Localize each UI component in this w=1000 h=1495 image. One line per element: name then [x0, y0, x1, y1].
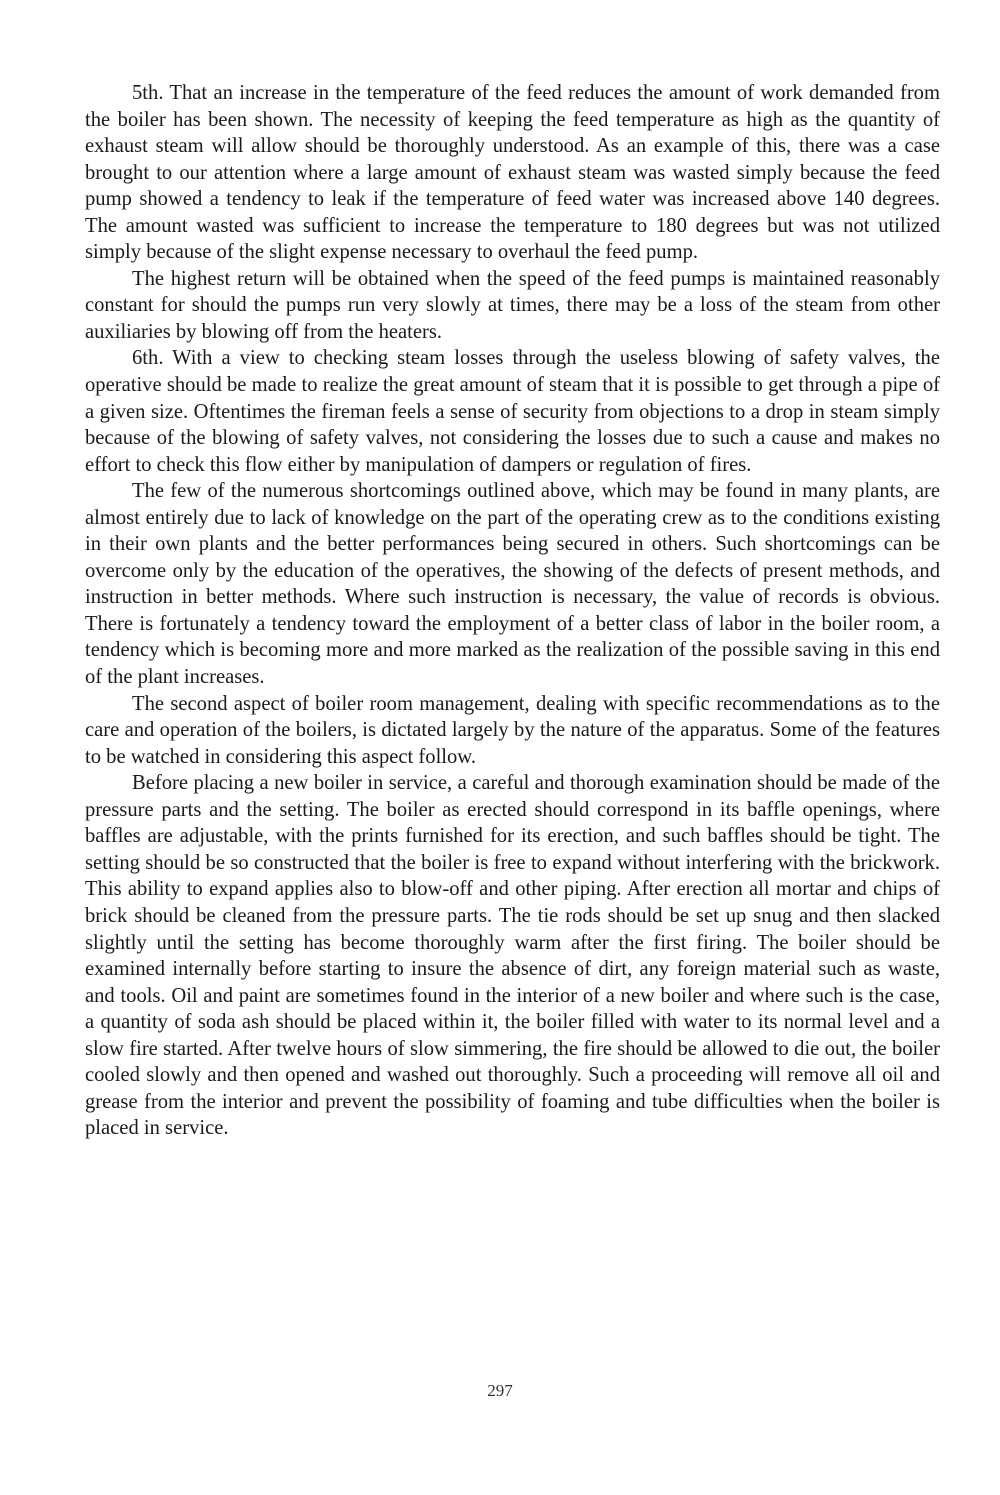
paragraph-shortcomings: The few of the numerous shortcomings outlined above, which may be found in many plants, are almost entirely due to lack of knowledge on the part of the operating crew as to the conditions existing in their own plants and the better performances being secured in others. Such shortcomings can be overcome only by the education of the operatives, the showing of the defects of present methods, and instruction in better methods. Where such instruction is necessary, the value of records is obvious. There is fortunately a tendency toward the employment of a better class of labor in the boiler room, a tendency which is becoming more and more marked as the realization of the possible saving in this end of the plant increases. — [85, 480, 940, 689]
page-number: 297 — [487, 1381, 513, 1400]
paragraph-second-aspect: The second aspect of boiler room management, dealing with specific recommendations as to the care and operation of the boilers, is dictated largely by the nature of the apparatus. Some of the features to be watched in considering this aspect follow. — [85, 692, 940, 768]
paragraph-sixth-point: 6th. With a view to checking steam losses through the useless blowing of safety valves, the operative should be made to realize the great amount of steam that it is possible to get through a pipe of a given size. Oftentimes the fireman feels a sense of security from objections to a drop in steam simply because of the blowing of safety valves, not considering the losses due to such a cause and makes no effort to check this flow either by manipulation of dampers or regulation of fires. — [85, 347, 940, 476]
paragraph-fifth-point: 5th. That an increase in the temperature of the feed reduces the amount of work demanded from the boiler has been shown. The necessity of keeping the feed temperature as high as the quantity of exhaust steam will allow should be thoroughly understood. As an example of this, there was a case brought to our attention where a large amount of exhaust steam was wasted simply because the feed pump showed a tendency to leak if the temperature of feed water was increased above 140 degrees. The amount wasted was sufficient to increase the temperature to 180 degrees but was not utilized simply because of the slight expense necessary to overhaul the feed pump. — [85, 82, 940, 264]
page-body — [85, 80, 940, 1142]
paragraph-feed-pumps: The highest return will be obtained when the speed of the feed pumps is maintained reasonably constant for should the pumps run very slowly at times, there may be a loss of the steam from other auxiliaries by blowing off from the heaters. — [85, 267, 940, 343]
paragraph-new-boiler: Before placing a new boiler in service, a careful and thorough examination should be made of the pressure parts and the setting. The boiler as erected should correspond in its baffle openings, where baffles are adjustable, with the prints furnished for its erection, and such baffles should be tight. The setting should be so constructed that the boiler is free to expand without interfering with the brickwork. This ability to expand applies also to blow-off and other piping. After erection all mortar and chips of brick should be cleaned from the pressure parts. The tie rods should be set up snug and then slacked slightly until the setting has become thoroughly warm after the first firing. The boiler should be examined internally before starting to insure the absence of dirt, any foreign material such as waste, and tools. Oil and paint are sometimes found in the interior of a new boiler and where such is the case, a quantity of soda ash should be placed within it, the boiler filled with water to its normal level and a slow fire started. After twelve hours of slow simmering, the fire should be allowed to die out, the boiler cooled slowly and then opened and washed out thoroughly. Such a proceeding will remove all oil and grease from the interior and prevent the possibility of foaming and tube difficulties when the boiler is placed in service. — [85, 772, 940, 1140]
